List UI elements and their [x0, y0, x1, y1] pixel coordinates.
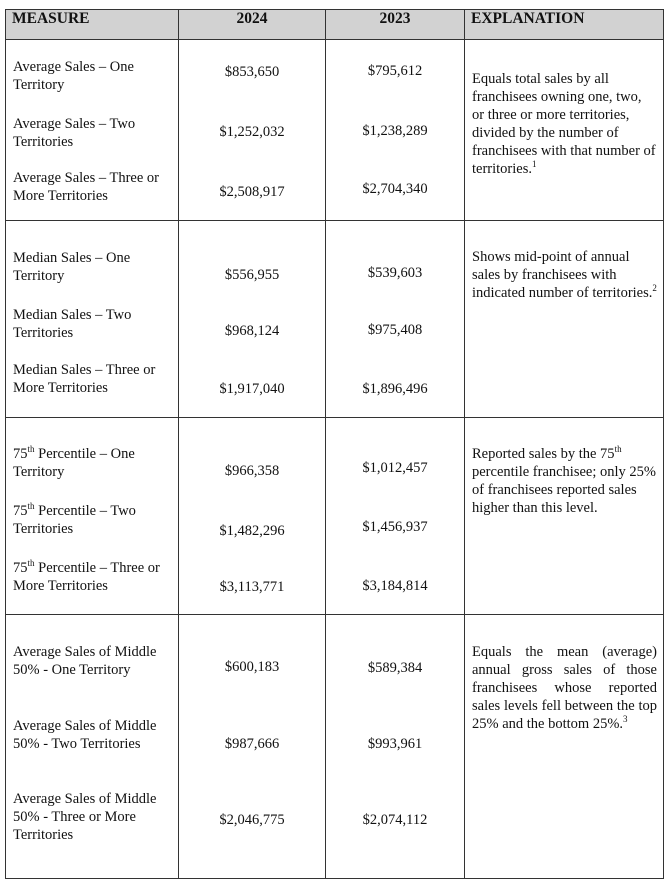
measure-cell [6, 417, 179, 614]
value-2024: $853,650 [224, 64, 280, 80]
section-75th-percentile [6, 417, 664, 614]
header-explanation: EXPLANATION [465, 10, 664, 40]
franchise-sales-table [5, 9, 664, 879]
measure-label: Average Sales of Middle 50% - Three or More Territories [13, 791, 157, 844]
measure-label: Average Sales – Two Territories [13, 116, 136, 150]
header-2023: 2023 [326, 10, 465, 40]
section-average-sales [6, 40, 664, 221]
measure-label: 75th Percentile – One Territory [13, 444, 135, 480]
value-2023: $2,704,340 [362, 181, 428, 197]
value-2024-cell [179, 417, 326, 614]
explanation-text: Equals the mean (average) annual gross sales of those franchisees whose reported sales levels fell between the top 25% and the bottom 25%.$^3$ [472, 644, 657, 733]
value-2023-cell [326, 615, 465, 879]
value-2023: $1,456,937 [362, 518, 428, 535]
header-measure: MEASURE [6, 10, 179, 40]
value-2024: $3,113,771 [219, 578, 285, 595]
measure-label: 75th Percentile – Two Territories [13, 501, 136, 537]
measure-cell [6, 221, 179, 417]
value-2023: $1,012,457 [362, 459, 428, 476]
value-2023: $795,612 [367, 63, 423, 79]
section-middle-50 [6, 615, 664, 879]
footnote-marker: 1 [532, 159, 537, 170]
explanation-cell [465, 615, 664, 879]
measure-cell [6, 40, 179, 221]
value-2023-cell [326, 417, 465, 614]
measure-label: Median Sales – One Territory [13, 250, 131, 285]
section-median-sales [6, 221, 664, 417]
value-2023: $3,184,814 [362, 577, 428, 594]
measure-label: 75th Percentile – Three or More Territories [13, 558, 160, 594]
value-2023: $1,896,496 [362, 381, 428, 398]
value-2024-cell [179, 40, 326, 221]
measure-label: Median Sales – Two Territories [13, 307, 132, 342]
footnote-marker: 2 [652, 283, 657, 294]
value-2024: $968,124 [224, 323, 280, 340]
value-2024: $1,482,296 [219, 522, 285, 539]
value-2024: $600,183 [224, 659, 280, 676]
explanation-cell [465, 417, 664, 614]
value-2023: $975,408 [367, 322, 423, 339]
value-2023: $2,074,112 [362, 812, 428, 829]
value-2024: $556,955 [224, 267, 280, 284]
value-2024: $987,666 [224, 736, 280, 753]
explanation-text: Equals total sales by all franchisees owning one, two, or three or more territories, divided by the number of franchisees with that number of territories.$^1$ [472, 71, 656, 177]
value-2024: $966,358 [224, 462, 280, 479]
explanation-cell [465, 221, 664, 417]
value-2024: $2,046,775 [219, 812, 285, 829]
measure-cell [6, 615, 179, 879]
value-2024: $2,508,917 [219, 184, 285, 200]
measure-label: Average Sales – One Territory [13, 59, 134, 93]
value-2024: $1,252,032 [219, 124, 285, 140]
value-2024: $1,917,040 [219, 381, 285, 398]
value-2023: $1,238,289 [362, 123, 428, 139]
value-2024-cell [179, 615, 326, 879]
header-row [6, 10, 664, 40]
measure-label: Average Sales of Middle 50% - One Territory [13, 644, 157, 679]
value-2023-cell [326, 40, 465, 221]
value-2024-cell [179, 221, 326, 417]
measure-label: Median Sales – Three or More Territories [13, 362, 156, 397]
value-2023-cell [326, 221, 465, 417]
value-2023: $589,384 [367, 660, 423, 677]
value-2023: $993,961 [367, 736, 423, 753]
explanation-text: Reported sales by the 75th percentile franchisee; only 25% of franchisees reported sales higher than this level. [472, 444, 656, 516]
measure-label: Average Sales – Three or More Territories [13, 170, 160, 204]
footnote-marker: 3 [623, 714, 628, 725]
value-2023: $539,603 [367, 265, 423, 282]
explanation-text: Shows mid-point of annual sales by franchisees with indicated number of territories.$^2$ [472, 249, 657, 302]
explanation-cell [465, 40, 664, 221]
header-2024: 2024 [179, 10, 326, 40]
measure-label: Average Sales of Middle 50% - Two Territories [13, 718, 157, 753]
